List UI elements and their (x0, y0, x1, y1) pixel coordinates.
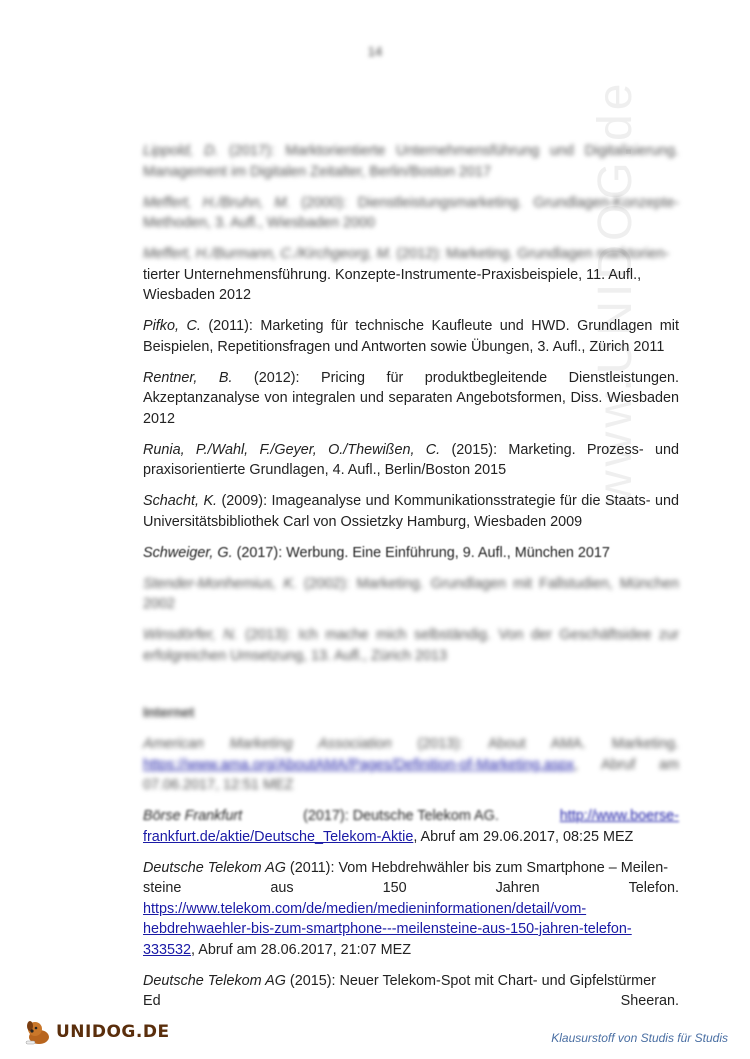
reference-line (143, 991, 679, 1012)
reference-entry (143, 543, 679, 564)
page-number: 14 (367, 44, 383, 59)
reference-author: Deutsche Telekom AG (143, 972, 286, 989)
reference-text: Wiesbaden 2012 (143, 287, 252, 303)
watermark: www.UNIDOG.de (589, 79, 642, 505)
reference-text: , Abruf am 07.06.2017, 12:51 MEZ (143, 756, 679, 793)
reference-text: (2017): Werbung. Eine Einführung, 9. Aufl., München 2017 (232, 544, 610, 561)
reference-word: steine (143, 880, 182, 896)
reference-text: , Abruf am 29.06.2017, 08:25 MEZ (413, 828, 634, 845)
reference-link[interactable]: frankfurt.de/aktie/Deutsche_Telekom-Aktie (143, 828, 414, 845)
reference-entry (143, 244, 679, 306)
reference-line (143, 899, 679, 920)
reference-line (143, 244, 679, 265)
reference-line (143, 919, 679, 940)
dog-mascot-icon (24, 1018, 54, 1046)
reference-text: (2011): Vom Hebdrehwähler bis zum Smartphone – Meilen- (285, 859, 668, 876)
reference-text: tierter Unternehmensführung. Konzepte-Instrumente-Praxisbeispiele, 11. Aufl., (143, 266, 642, 283)
reference-entry (143, 625, 679, 666)
reference-line (143, 806, 679, 827)
reference-author: Pifko, C. (143, 318, 201, 334)
reference-text: (2017): Marktorientierte Unternehmensführung und Digitalisierung. Management im Digitalen Zeitalter, Berlin/Boston 2017 (143, 143, 679, 180)
reference-word: Ed (143, 993, 161, 1009)
reference-line (143, 971, 679, 992)
reference-text: (2017): Deutsche Telekom AG. (303, 808, 499, 824)
reference-line (143, 878, 679, 899)
reference-entry (143, 193, 679, 234)
reference-text: (2015): Marketing. Prozess- und praxisorientierte Grundlagen, 4. Aufl., Berlin/Boston 2015 (143, 441, 679, 478)
reference-word: Jahren (495, 880, 540, 896)
internet-entry (143, 734, 679, 796)
reference-text: (2013): Ich mache mich selbständig. Von der Geschäftsidee zur erfolgreichen Umsetzung, 13. Aufl., Zürich 2013 (143, 627, 680, 664)
reference-entry (143, 491, 679, 532)
reference-text: , Abruf am 28.06.2017, 21:07 MEZ (191, 941, 412, 958)
logo-text: UNIDOG.DE (56, 1022, 170, 1042)
reference-author: Lippold, D. (143, 143, 219, 159)
reference-entry (143, 440, 679, 481)
reference-author: Schacht, K. (143, 493, 218, 509)
reference-author: Rentner, B. (143, 369, 233, 386)
reference-author: Stender-Monhemius, K. (143, 575, 297, 592)
reference-line (143, 827, 679, 848)
internet-entry (143, 858, 679, 961)
reference-author: Börse Frankfurt (143, 808, 243, 824)
reference-link[interactable]: 333532 (143, 941, 192, 958)
internet-entry (143, 971, 679, 1012)
reference-text: (2012): Marketing. Grundlagen marktorien- (392, 246, 670, 262)
reference-author: Schweiger, G. (143, 544, 233, 561)
reference-entry (143, 141, 679, 182)
reference-text: (2011): Marketing für technische Kaufleute und HWD. Grundlagen mit Beispielen, Repetitionsfragen und Antworten sowie Übungen, 3. Aufl., Zürich 2011 (143, 318, 679, 355)
reference-entry (143, 316, 679, 357)
reference-text: (2012): Pricing für produktbegleitende Dienstleistungen. Akzeptanzanalyse von integralen und separaten Angebotsformen, Diss. Wiesbaden 2012 (143, 369, 679, 427)
reference-word: aus (270, 880, 294, 896)
reference-text: (2002): Marketing. Grundlagen mit Fallstudien, München 2002 (143, 575, 679, 612)
reference-text: (2015): Neuer Telekom-Spot mit Chart- und Gipfelstürmer (285, 972, 656, 989)
reference-link[interactable]: hebdrehwaehler-bis-zum-smartphone---meilensteine-aus-150-jahren-telefon- (143, 921, 632, 937)
unidog-logo[interactable] (24, 1018, 170, 1046)
reference-author: Meffert, H./Bruhn, M. (143, 194, 291, 211)
reference-link[interactable]: https://www.ama.org/AboutAMA/Pages/Definition-of-Marketing.aspx (143, 756, 575, 773)
reference-line (143, 858, 679, 879)
internet-entry (143, 806, 679, 847)
reference-author: Runia, P./Wahl, F./Geyer, O./Thewißen, C. (143, 441, 441, 458)
reference-entry (143, 574, 679, 615)
reference-link[interactable]: http://www.boerse- (559, 808, 679, 824)
reference-list (143, 79, 680, 1022)
reference-word: Sheeran. (620, 993, 679, 1009)
reference-text: (2000): Dienstleistungsmarketing. Grundlagen-Konzepte-Methoden, 3. Aufl., Wiesbaden 2000 (143, 194, 679, 231)
reference-author: Winsdörfer, N. (143, 627, 238, 643)
internet-heading: Internet (143, 704, 195, 720)
reference-link[interactable]: https://www.telekom.com/de/medien/medieninformationen/detail/vom- (143, 900, 587, 917)
reference-word: 150 (382, 880, 407, 896)
reference-author: Deutsche Telekom AG (143, 859, 286, 876)
reference-author: Meffert, H./Burmann, C./Kirchgeorg, M. (143, 246, 393, 262)
reference-author: American Marketing Association (143, 736, 392, 752)
reference-entry (143, 368, 679, 430)
reference-text: (2013): About AMA. Marketing. (391, 736, 679, 752)
reference-line (143, 940, 679, 961)
reference-word: Telefon. (628, 880, 679, 896)
reference-text: (2009): Imageanalyse und Kommunikationsstrategie für die Staats- und Universitätsbibliothek Carl von Ossietzky Hamburg, Wiesbaden 2009 (143, 493, 680, 530)
footer-tagline: Klausurstoff von Studis für Studis (551, 1031, 728, 1045)
